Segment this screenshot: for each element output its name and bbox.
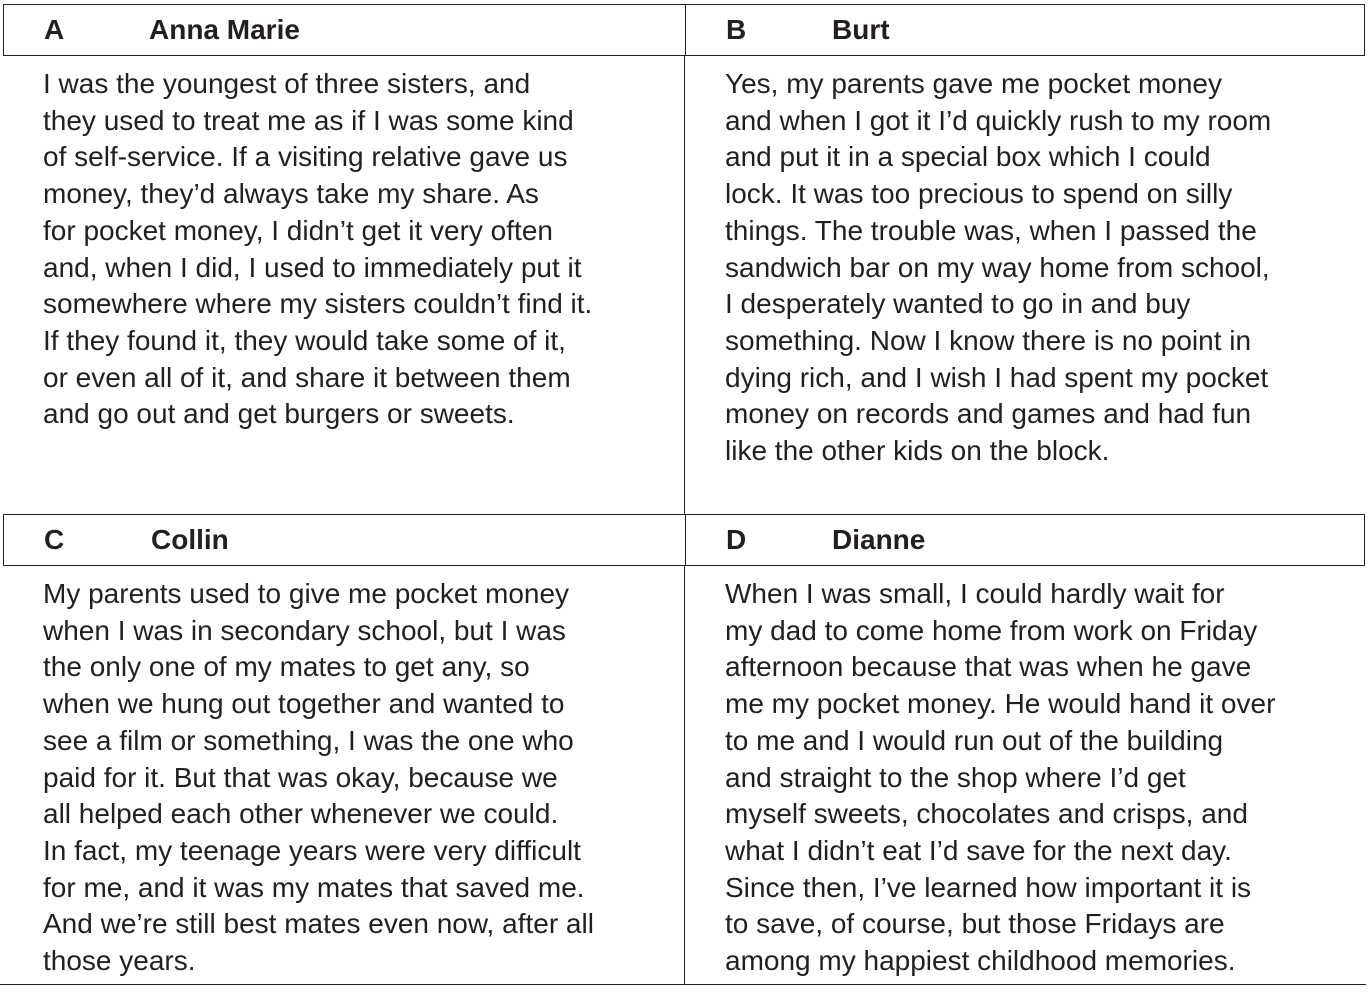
header-row-1	[3, 4, 1365, 56]
section-text-b: Yes, my parents gave me pocket money and when I got it I’d quickly rush to my room and put it in a special box which I could lock. It was too precious to spend on silly things. The trouble was, when I passed the sandwich bar on my way home from school, I desperately wanted to go in and buy something. Now I know there is no point in dying rich, and I wish I had spent my pocket money on records and games and had fun like the other kids on the block.	[725, 68, 1272, 467]
header-cell-c	[4, 515, 686, 565]
header-cell-b	[686, 5, 1364, 55]
header-row-2	[3, 514, 1365, 566]
section-body-c	[3, 566, 685, 984]
section-body-b	[685, 56, 1365, 514]
header-cell-a	[4, 5, 686, 55]
section-letter-b: B	[726, 14, 747, 45]
section-letter-a: A	[44, 14, 65, 45]
section-letter-d: D	[726, 524, 747, 555]
section-text-d: When I was small, I could hardly wait for my dad to come home from work on Friday afternoon because that was when he gave me my pocket money. He would hand it over to me and I would run out of the building and straight to the shop where I’d get myself sweets, chocolates and crisps, and what I didn’t eat I’d save for the next day. Since then, I’ve learned how important it is to save, of course, but those Fridays are among my happiest childhood memories.	[725, 578, 1276, 977]
section-text-a: I was the youngest of three sisters, and they used to treat me as if I was some kind of self-service. If a visiting relative gave us money, they’d always take my share. As for pocket money, I didn’t get it very often and, when I did, I used to immediately put it somewhere where my sisters couldn’t find it. If they found it, they would take some of it, or even all of it, and share it between them and go out and get burgers or sweets.	[43, 68, 593, 430]
section-name-d: Dianne	[832, 524, 926, 555]
section-text-c: My parents used to give me pocket money when I was in secondary school, but I was the only one of my mates to get any, so when we hung out together and wanted to see a film or something, I was the one who paid for it. But that was okay, because we all helped each other whenever we could. In fact, my teenage years were very difficult for me, and it was my mates that saved me. And we’re still best mates even now, after all those years.	[43, 578, 594, 977]
section-name-b: Burt	[832, 14, 890, 45]
body-row-1	[3, 56, 1365, 514]
section-name-c: Collin	[151, 524, 229, 555]
section-name-a: Anna Marie	[149, 14, 300, 45]
section-letter-c: C	[44, 524, 65, 555]
header-cell-d	[686, 515, 1364, 565]
section-body-a	[3, 56, 685, 514]
section-body-d	[685, 566, 1365, 984]
body-row-2	[3, 566, 1365, 984]
bottom-rule	[0, 984, 1366, 985]
